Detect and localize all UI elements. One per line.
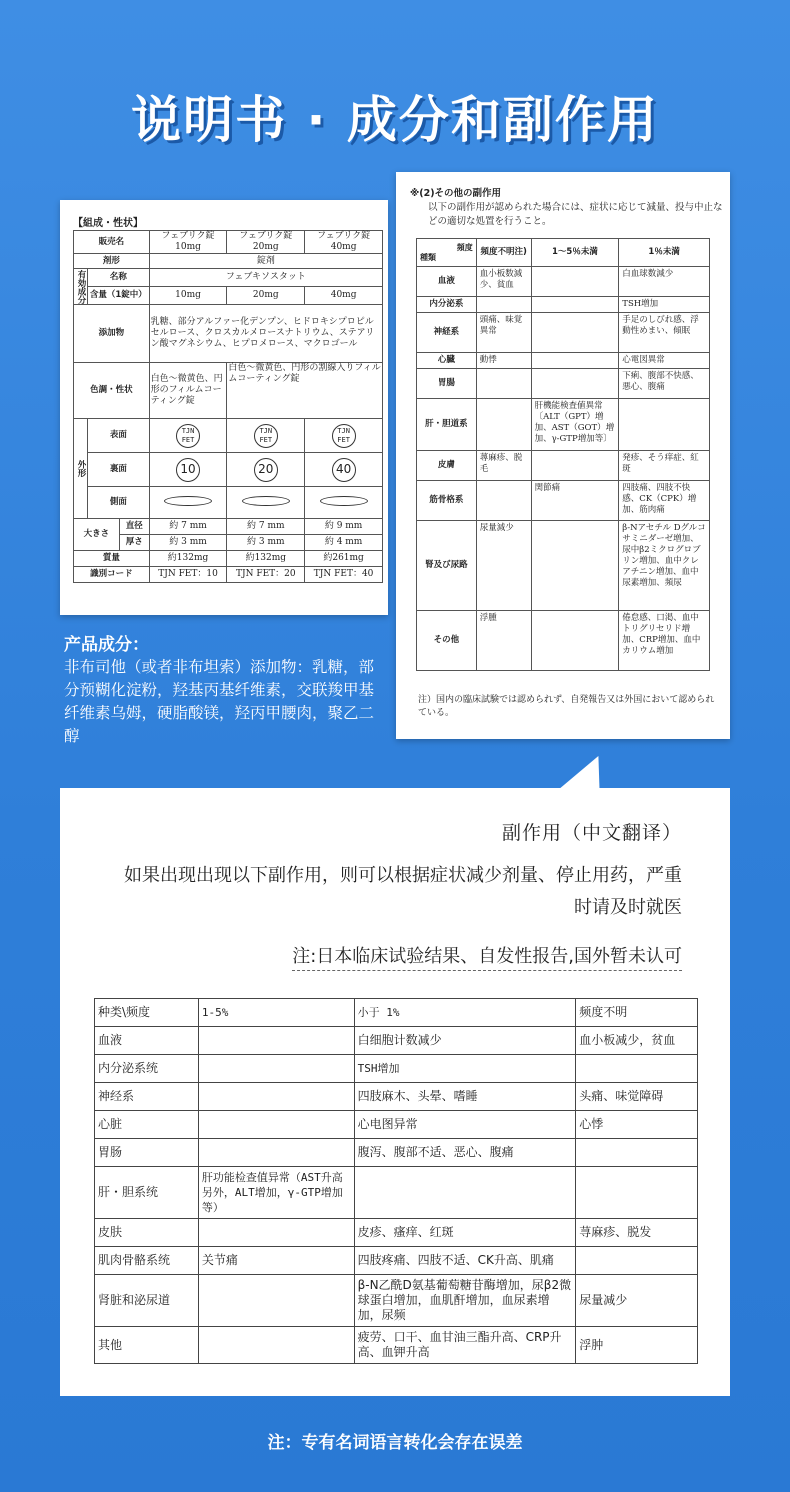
row-kind: 血液 — [417, 267, 477, 297]
table-cell: 白细胞计数减少 — [354, 1027, 576, 1055]
form-label: 剤形 — [74, 254, 150, 269]
tablet-back-icon: 10 — [176, 458, 200, 482]
tablet-side-icon — [164, 496, 212, 506]
row-kind: 皮膚 — [417, 451, 477, 481]
side-label: 側面 — [88, 487, 150, 519]
translation-panel — [60, 788, 730, 1396]
thickness-cell: 約 3 mm — [227, 535, 305, 551]
header-cell: 1-5% — [198, 999, 354, 1027]
composition-document — [60, 200, 388, 615]
side-effects-heading: ※(2)その他の副作用 — [410, 188, 502, 199]
thickness-label: 厚さ — [119, 535, 149, 551]
row-cell — [531, 369, 619, 399]
row-cell — [531, 611, 619, 671]
header-cell: 种类\频度 — [95, 999, 199, 1027]
table-cell: 血小板减少，贫血 — [576, 1027, 698, 1055]
table-cell: 头痛、味觉障碍 — [576, 1083, 698, 1111]
code-cell: TJN FET：20 — [227, 567, 305, 583]
table-cell: 浮肿 — [576, 1327, 698, 1364]
color-cell: 白色～微黄色、円形のフィルムコーティング錠 — [149, 363, 227, 419]
tablet-front-icon: TJN FET — [332, 424, 356, 448]
row-cell — [531, 267, 619, 297]
table-cell: 疲劳、口干、血甘油三酯升高、CRP升高、血钾升高 — [354, 1327, 576, 1364]
table-cell: 荨麻疹、脱发 — [576, 1219, 698, 1247]
row-cell: 手足のしびれ感、浮動性めまい、傾眠 — [619, 313, 710, 353]
table-row-kind: 其他 — [95, 1327, 199, 1364]
table-row-kind: 内分泌系统 — [95, 1055, 199, 1083]
table-cell — [198, 1027, 354, 1055]
name-label: 名称 — [88, 269, 150, 287]
active-label: 有効成分 — [74, 269, 88, 305]
back-label: 裏面 — [88, 453, 150, 487]
brand-cell: フェブリク錠40mg — [305, 231, 383, 254]
table-cell: β-N乙酰D氨基葡萄糖苷酶增加，尿β2微球蛋白增加，血肌酐增加，血尿素增加，尿频 — [354, 1275, 576, 1327]
row-cell: TSH増加 — [619, 297, 710, 313]
mass-label: 質量 — [74, 551, 150, 567]
table-row-kind: 胃肠 — [95, 1139, 199, 1167]
row-cell: 四肢痛、四肢不快感、CK（CPK）増加、筋肉痛 — [619, 481, 710, 521]
row-kind: 神経系 — [417, 313, 477, 353]
color-cell: 白色～微黄色、円形の割線入りフィルムコーティング錠 — [227, 363, 383, 419]
brand-cell: フェブリク錠10mg — [149, 231, 227, 254]
side-effects-intro-text: 以下の副作用が認められた場合には、症状に応じて減量、投与中止などの適切な処置を行うこと。 — [428, 202, 723, 227]
thickness-cell: 約 3 mm — [149, 535, 227, 551]
brand-label: 販売名 — [74, 231, 150, 254]
code-cell: TJN FET：10 — [149, 567, 227, 583]
row-kind: 腎及び尿路 — [417, 521, 477, 611]
brand-cell: フェブリク錠20mg — [227, 231, 305, 254]
table-cell — [576, 1055, 698, 1083]
row-cell: 関節痛 — [531, 481, 619, 521]
diameter-cell: 約 9 mm — [305, 519, 383, 535]
row-cell — [531, 353, 619, 369]
kind-header: 種類 — [420, 252, 436, 262]
code-label: 識別コード — [74, 567, 150, 583]
side-effects-table-cn — [94, 998, 698, 1364]
side-effects-intro — [410, 187, 725, 229]
appearance-label: 外形 — [74, 419, 88, 519]
translation-title: 副作用（中文翻译） — [501, 822, 682, 844]
row-cell — [531, 297, 619, 313]
translation-desc: 如果出现出现以下副作用，则可以根据症状减少剂量、停止用药，严重时请及时就医 — [124, 865, 682, 918]
side-effects-document — [396, 172, 730, 739]
table-cell — [198, 1219, 354, 1247]
table-cell — [576, 1139, 698, 1167]
thickness-cell: 約 4 mm — [305, 535, 383, 551]
code-cell: TJN FET：40 — [305, 567, 383, 583]
table-cell — [576, 1167, 698, 1219]
row-kind: 内分泌系 — [417, 297, 477, 313]
tablet-back-icon: 40 — [332, 458, 356, 482]
table-cell: 心悸 — [576, 1111, 698, 1139]
table-cell — [198, 1327, 354, 1364]
table-cell: 尿量减少 — [576, 1275, 698, 1327]
table-cell: 肝功能检查值异常（AST升高另外，ALT增加，γ-GTP增加等） — [198, 1167, 354, 1219]
mass-cell: 約132mg — [227, 551, 305, 567]
row-cell — [476, 481, 531, 521]
tablet-side-icon — [242, 496, 290, 506]
row-cell: 蕁麻疹、脱毛 — [476, 451, 531, 481]
row-cell: 頭痛、味覚異常 — [476, 313, 531, 353]
row-cell: 血小板数減少、貧血 — [476, 267, 531, 297]
row-cell: 尿量減少 — [476, 521, 531, 611]
side-effects-footnote: 注）国内の臨床試験では認められず、自発報告又は外国において認められている。 — [418, 695, 715, 718]
table-row-kind: 心脏 — [95, 1111, 199, 1139]
table-cell: TSH增加 — [354, 1055, 576, 1083]
row-cell: 下痢、腹部不快感、悪心、腹痛 — [619, 369, 710, 399]
header-cell: 频度不明 — [576, 999, 698, 1027]
row-cell: 発疹、そう痒症、紅斑 — [619, 451, 710, 481]
ingredients-body: 非布司他（或者非布坦索）添加物：乳糖，部分预糊化淀粉，羟基丙基纤维素，交联羧甲基纤维素乌姆，硬脂酸镁，羟丙甲腰肉，聚乙二醇 — [64, 658, 375, 745]
side-effects-table-jp — [416, 238, 710, 671]
row-cell: 倦怠感、口渇、血中トリグリセリド増加、CRP増加、血中カリウム増加 — [619, 611, 710, 671]
page-title: 说明书 · 成分和副作用 — [131, 91, 659, 149]
row-kind: 心臓 — [417, 353, 477, 369]
tablet-front-icon: TJN FET — [176, 424, 200, 448]
table-cell: 四肢麻木、头晕、嗜睡 — [354, 1083, 576, 1111]
row-cell: 白血球数減少 — [619, 267, 710, 297]
col-header: 1～5％未満 — [531, 239, 619, 267]
row-cell — [476, 297, 531, 313]
table-cell — [198, 1055, 354, 1083]
diameter-cell: 約 7 mm — [149, 519, 227, 535]
row-kind: 筋骨格系 — [417, 481, 477, 521]
table-cell: 心电图异常 — [354, 1111, 576, 1139]
row-cell — [476, 369, 531, 399]
translation-note: 注:日本临床试验结果、自发性报告,国外暂未认可 — [292, 942, 682, 971]
row-cell: 動悸 — [476, 353, 531, 369]
row-kind: 肝・胆道系 — [417, 399, 477, 451]
table-cell — [198, 1139, 354, 1167]
row-cell: 肝機能検査値異常〔ALT（GPT）増加、AST（GOT）増加、γ-GTP増加等〕 — [531, 399, 619, 451]
table-cell — [198, 1275, 354, 1327]
diameter-label: 直径 — [119, 519, 149, 535]
ingredients-title: 产品成分： — [64, 635, 149, 655]
table-cell: 四肢疼痛、四肢不适、CK升高、肌痛 — [354, 1247, 576, 1275]
mass-cell: 約132mg — [149, 551, 227, 567]
section-heading: 【組成・性状】 — [73, 218, 143, 229]
composition-table — [73, 230, 383, 583]
additive-label: 添加物 — [74, 305, 150, 363]
mass-cell: 約261mg — [305, 551, 383, 567]
table-cell — [576, 1247, 698, 1275]
row-kind: 胃腸 — [417, 369, 477, 399]
form-cell: 錠剤 — [149, 254, 382, 269]
row-cell — [531, 521, 619, 611]
tablet-back-icon: 20 — [254, 458, 278, 482]
table-row-kind: 肌肉骨骼系统 — [95, 1247, 199, 1275]
row-kind: その他 — [417, 611, 477, 671]
col-header: 1％未満 — [619, 239, 710, 267]
table-row-kind: 血液 — [95, 1027, 199, 1055]
callout-pointer — [556, 756, 621, 792]
tablet-front-icon: TJN FET — [254, 424, 278, 448]
diameter-cell: 約 7 mm — [227, 519, 305, 535]
table-row-kind: 神经系 — [95, 1083, 199, 1111]
table-row-kind: 皮肤 — [95, 1219, 199, 1247]
table-cell: 腹泻、腹部不适、恶心、腹痛 — [354, 1139, 576, 1167]
content-cell: 10mg — [149, 287, 227, 305]
row-cell: β-Nアセチル Dグルコサミニダーゼ増加、尿中β2ミクログロブリン増加、血中クレアチニン増加、血中尿素増加、頻尿 — [619, 521, 710, 611]
additive-cell: 乳糖、部分アルファー化デンプン、ヒドロキシプロピルセルロース、クロスカルメロースナトリウム、ステアリン酸マグネシウム、ヒプロメロース、マクロゴール — [149, 305, 382, 363]
table-row-kind: 肾脏和泌尿道 — [95, 1275, 199, 1327]
table-row-kind: 肝・胆系统 — [95, 1167, 199, 1219]
row-cell: 心電図異常 — [619, 353, 710, 369]
content-cell: 40mg — [305, 287, 383, 305]
table-cell: 皮疹、瘙痒、红斑 — [354, 1219, 576, 1247]
content-label: 含量（1錠中） — [88, 287, 150, 305]
row-cell — [619, 399, 710, 451]
col-header: 頻度不明注) — [476, 239, 531, 267]
row-cell — [531, 451, 619, 481]
table-cell — [198, 1083, 354, 1111]
table-cell — [354, 1167, 576, 1219]
freq-header: 頻度 — [456, 242, 473, 252]
row-cell — [531, 313, 619, 353]
table-cell — [198, 1111, 354, 1139]
content-cell: 20mg — [227, 287, 305, 305]
header-cell: 小于 1% — [354, 999, 576, 1027]
name-cell: フェブキソスタット — [149, 269, 382, 287]
front-label: 表面 — [88, 419, 150, 453]
table-cell: 关节痛 — [198, 1247, 354, 1275]
tablet-side-icon — [320, 496, 368, 506]
bottom-note: 注：专有名词语言转化会存在误差 — [267, 1433, 523, 1453]
color-label: 色調・性状 — [74, 363, 150, 419]
row-cell: 浮腫 — [476, 611, 531, 671]
row-cell — [476, 399, 531, 451]
size-label: 大きさ — [74, 519, 120, 551]
